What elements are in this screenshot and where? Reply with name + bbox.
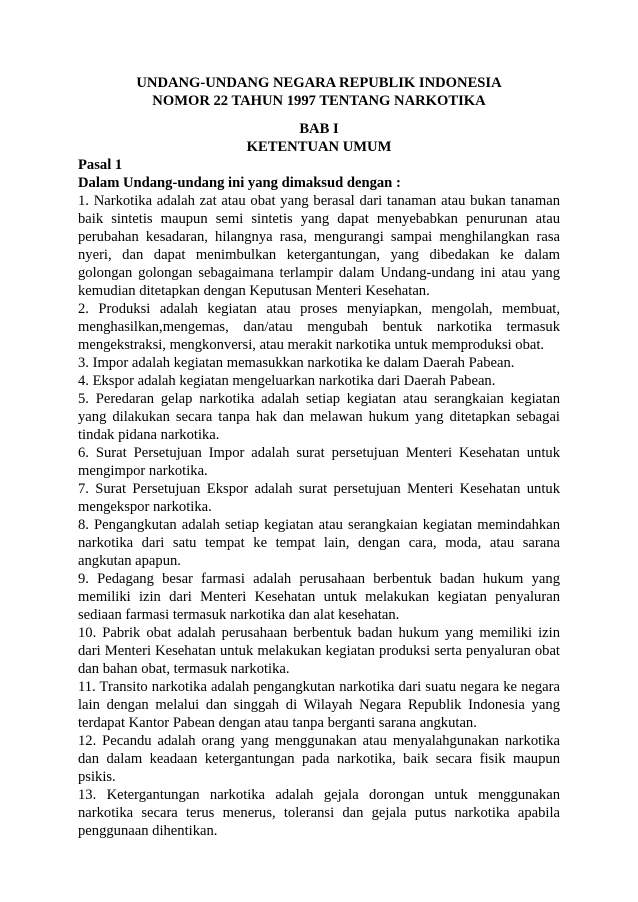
definition-item: 2. Produksi adalah kegiatan atau proses menyiapkan, mengolah, membuat, menghasilkan,mengemas, dan/atau mengubah bentuk narkotika termasuk mengekstraksi, mengkonversi, atau merakit narkotika untuk memproduksi obat. <box>78 301 560 353</box>
definition-item: 12. Pecandu adalah orang yang menggunakan atau menyalahgunakan narkotika dan dalam keadaan ketergantungan pada narkotika, baik secara fisik maupun psikis. <box>78 733 560 785</box>
document-title <box>78 74 560 110</box>
title-line-2: NOMOR 22 TAHUN 1997 TENTANG NARKOTIKA <box>152 93 486 109</box>
article-intro: Dalam Undang-undang ini yang dimaksud dengan : <box>78 175 401 191</box>
definition-item: 5. Peredaran gelap narkotika adalah setiap kegiatan atau serangkaian kegiatan yang dilakukan secara tanpa hak dan melawan hukum yang ditetapkan sebagai tindak pidana narkotika. <box>78 391 560 443</box>
article-heading: Pasal 1 <box>78 157 123 173</box>
definition-item: 4. Ekspor adalah kegiatan mengeluarkan narkotika dari Daerah Pabean. <box>78 373 496 389</box>
definition-item: 3. Impor adalah kegiatan memasukkan narkotika ke dalam Daerah Pabean. <box>78 355 515 371</box>
title-line-1: UNDANG-UNDANG NEGARA REPUBLIK INDONESIA <box>136 75 502 91</box>
document-page <box>78 74 560 840</box>
definition-item: 10. Pabrik obat adalah perusahaan berbentuk badan hukum yang memiliki izin dari Menteri Kesehatan untuk melakukan kegiatan produksi serta penyaluran obat dan bahan obat, termasuk narkotika. <box>78 625 560 677</box>
definition-list <box>78 192 560 840</box>
definition-item: 9. Pedagang besar farmasi adalah perusahaan berbentuk badan hukum yang memiliki izin dari Menteri Kesehatan untuk melakukan kegiatan penyaluran sediaan farmasi termasuk narkotika dan alat kesehatan. <box>78 571 560 623</box>
definition-item: 6. Surat Persetujuan Impor adalah surat persetujuan Menteri Kesehatan untuk mengimpor narkotika. <box>78 445 560 479</box>
chapter-number: BAB I <box>299 121 339 137</box>
definition-item: 7. Surat Persetujuan Ekspor adalah surat persetujuan Menteri Kesehatan untuk mengekspor narkotika. <box>78 481 560 515</box>
definition-item: 1. Narkotika adalah zat atau obat yang berasal dari tanaman atau bukan tanaman baik sintetis maupun semi sintetis yang dapat menyebabkan penurunan atau perubahan kesadaran, hilangnya rasa, mengurangi sampai menghilangkan rasa nyeri, dan dapat menimbulkan ketergantungan, yang dibedakan ke dalam golongan golongan sebagaimana terlampir dalam Undang-undang ini atau yang kemudian ditetapkan dengan Keputusan Menteri Kesehatan. <box>78 193 560 299</box>
definition-item: 8. Pengangkutan adalah setiap kegiatan atau serangkaian kegiatan memindahkan narkotika dari satu tempat ke tempat lain, dengan cara, moda, atau sarana angkutan apapun. <box>78 517 560 569</box>
chapter-title: KETENTUAN UMUM <box>246 139 392 155</box>
definition-item: 13. Ketergantungan narkotika adalah gejala dorongan untuk menggunakan narkotika secara terus menerus, toleransi dan gejala putus narkotika apabila penggunaan dihentikan. <box>78 787 560 839</box>
definition-item: 11. Transito narkotika adalah pengangkutan narkotika dari suatu negara ke negara lain dengan melalui dan singgah di Wilayah Negara Republik Indonesia yang terdapat Kantor Pabean dengan atau tanpa berganti sarana angkutan. <box>78 679 560 731</box>
